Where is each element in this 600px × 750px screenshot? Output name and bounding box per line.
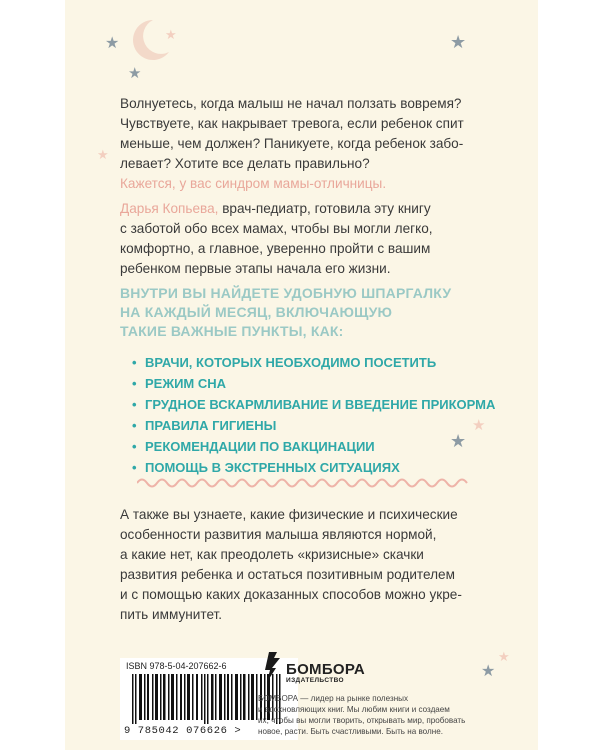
intro-line: Чувствуете, как накрывает тревога, если ребенок спит: [120, 116, 464, 131]
star-icon: ★: [128, 65, 142, 82]
list-item: • ПРАВИЛА ГИГИЕНЫ: [145, 415, 495, 436]
bullet-icon: •: [132, 376, 137, 391]
bullet-icon: •: [132, 418, 137, 433]
bullet-icon: •: [132, 439, 137, 454]
star-icon: ★: [97, 147, 109, 162]
bullet-icon: •: [132, 397, 137, 412]
bullet-icon: •: [132, 460, 137, 475]
list-item: • ГРУДНОЕ ВСКАРМЛИВАНИЕ И ВВЕДЕНИЕ ПРИКОРМА: [145, 394, 495, 415]
star-icon: ★: [450, 431, 467, 451]
inside-heading-line: ВНУТРИ ВЫ НАЙДЕТЕ УДОБНУЮ ШПАРГАЛКУ: [120, 285, 452, 301]
inside-heading-line: ТАКИЕ ВАЖНЫЕ ПУНКТЫ, КАК:: [120, 323, 344, 339]
bombora-logo-icon: [263, 652, 283, 682]
author-name: Дарья Копьева,: [120, 201, 219, 216]
topics-list: [132, 352, 496, 478]
star-icon: ★: [498, 649, 510, 664]
publisher-description: БОМБОРА — лидер на рынке полезных и вдохновляющих книг. Мы любим книги и создаем их, чтобы вы могли творить, открывать мир, пробовать новое, расти. Быть счастливыми. Быть на волне.: [258, 694, 466, 736]
intro-highlight: Кажется, у вас синдром мамы-отличницы.: [120, 176, 387, 191]
outro-line: А также вы узнаете, какие физические и психические: [120, 507, 458, 522]
star-icon: ★: [472, 417, 486, 434]
intro-line: левает? Хотите все делать правильно?: [120, 156, 370, 171]
star-icon: ★: [165, 27, 177, 42]
publisher-name: БОМБОРА: [286, 661, 366, 678]
author-line: [120, 199, 431, 219]
star-icon: ★: [450, 32, 467, 52]
outro-line: развития ребенка и остаться позитивным родителем: [120, 567, 455, 582]
outro-line: и с помощью каких доказанных способов можно укре-: [120, 587, 462, 602]
author-line: комфортно, а главное, уверенно пройти с вашим: [120, 241, 431, 256]
outro-line: а какие нет, как преодолеть «кризисные» скачки: [120, 547, 424, 562]
book-back-cover: [65, 0, 538, 750]
outro-line: особенности развития малыша являются нормой,: [120, 527, 437, 542]
author-line: с заботой обо всех мамах, чтобы вы могли легко,: [120, 221, 433, 236]
wave-divider: [137, 477, 469, 489]
outro-line: пить иммунитет.: [120, 607, 223, 622]
list-item: • ПОМОЩЬ В ЭКСТРЕННЫХ СИТУАЦИЯХ: [145, 457, 495, 478]
list-item: • РЕКОМЕНДАЦИИ ПО ВАКЦИНАЦИИ: [145, 436, 495, 457]
publisher-subtitle: ИЗДАТЕЛЬСТВО: [286, 677, 345, 684]
author-role: врач-педиатр, готовила эту книгу: [218, 201, 431, 216]
intro-line: меньше, чем должен? Паникуете, когда ребенок забо-: [120, 136, 464, 151]
barcode-digits: 9 785042 076626 >: [124, 725, 242, 737]
inside-heading-line: НА КАЖДЫЙ МЕСЯЦ, ВКЛЮЧАЮЩУЮ: [120, 304, 393, 320]
star-icon: ★: [105, 35, 120, 52]
author-line: ребенком первые этапы начала его жизни.: [120, 261, 391, 276]
list-item: • РЕЖИМ СНА: [145, 373, 495, 394]
bullet-icon: •: [132, 355, 137, 370]
list-item: • ВРАЧИ, КОТОРЫХ НЕОБХОДИМО ПОСЕТИТЬ: [145, 352, 495, 373]
isbn-text: ISBN 978-5-04-207662-6: [126, 661, 227, 671]
star-icon: ★: [481, 663, 496, 680]
intro-line: Волнуетесь, когда малыш не начал ползать вовремя?: [120, 96, 462, 111]
